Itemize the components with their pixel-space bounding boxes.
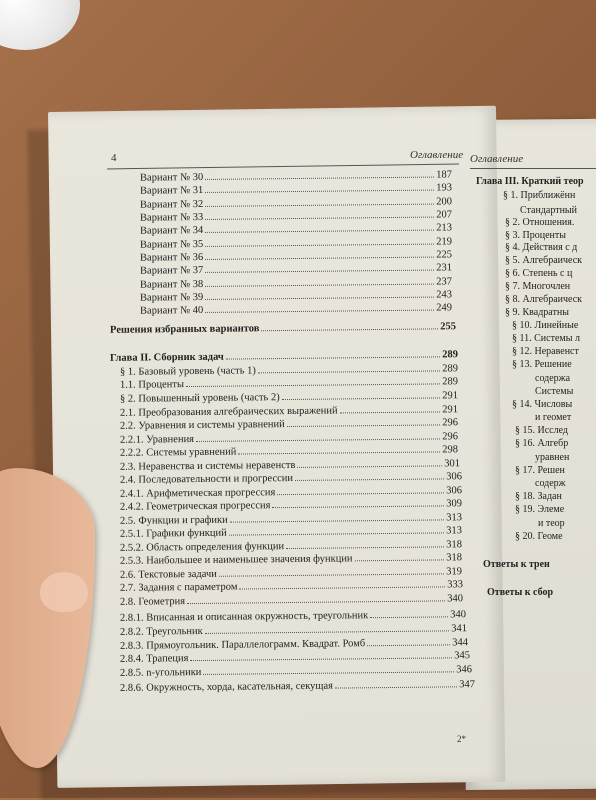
toc-entry-page: 289: [442, 376, 459, 388]
toc-entry-label: 2.5.3. Наибольшее и наименьшее значения функции: [119, 553, 353, 567]
toc-entry-label: 2.4.1. Арифметическая прогрессия: [119, 487, 276, 500]
toc-entry-page: 306: [446, 485, 463, 497]
toc-leader-dots: [205, 196, 434, 207]
toc-leader-dots: [205, 222, 434, 233]
toc-leader-dots: [205, 169, 434, 180]
toc-leader-dots: [277, 484, 444, 495]
right-toc-line: § 16. Алгебр: [515, 438, 569, 449]
toc-entry-page: 200: [436, 196, 453, 208]
toc-entry-page: 296: [442, 431, 459, 443]
toc-leader-dots: [370, 608, 448, 618]
right-toc-line: Глава III. Краткий теор: [476, 176, 584, 187]
toc-leader-dots: [340, 403, 440, 413]
toc-entry-label: 2.8.4. Трапеция: [119, 653, 189, 665]
toc-entry-page: 301: [444, 458, 461, 470]
toc-leader-dots: [367, 636, 450, 646]
right-toc-line: § 1. Приближённ: [503, 190, 576, 201]
toc-entry-label: Вариант № 33: [139, 211, 204, 224]
toc-entry-label: 2.6. Текстовые задачи: [119, 568, 217, 581]
toc-entry-label: 2.2.2. Системы уравнений: [119, 446, 237, 459]
toc-leader-dots: [186, 375, 440, 387]
toc-leader-dots: [205, 622, 449, 634]
right-toc-line: § 3. Проценты: [505, 230, 566, 241]
toc-entry-label: 2.8.1. Вписанная и описанная окружность, треугольник: [119, 610, 369, 624]
toc-entry-page: 347: [459, 679, 476, 691]
toc-leader-dots: [335, 678, 457, 688]
right-toc-line: § 20. Геоме: [515, 531, 563, 542]
toc-entry-page: 318: [446, 539, 463, 551]
right-header-rule: [470, 168, 596, 169]
toc-entry-label: Вариант № 38: [139, 278, 204, 291]
toc-entry-page: 291: [442, 390, 459, 402]
toc-entry-label: Вариант № 36: [139, 251, 204, 264]
right-toc-line: § 13. Решение: [512, 359, 572, 370]
toc-entry-page: 333: [447, 579, 464, 591]
right-toc-line: § 4. Действия с д: [505, 242, 578, 253]
toc-leader-dots: [282, 389, 440, 400]
toc-entry-label: 2.8.6. Окружность, хорда, касательная, секущая: [119, 680, 334, 694]
page-number: 4: [111, 152, 117, 164]
toc-entry-page: 237: [436, 276, 453, 288]
toc-entry-label: Вариант № 39: [139, 291, 204, 304]
toc-entry-label: 2.5. Функции и графики: [119, 514, 228, 527]
toc-entry-page: 291: [442, 404, 459, 416]
right-toc-line: Ответы к трен: [483, 559, 550, 570]
toc-entry-label: Вариант № 31: [139, 184, 204, 197]
right-toc-line: § 6. Степень с ц: [505, 268, 573, 279]
toc-entry-label: 2.8.2. Треугольник: [119, 625, 203, 638]
toc-entry-label: 2.3. Неравенства и системы неравенств: [119, 459, 296, 473]
toc-entry-page: 213: [436, 222, 453, 234]
toc-entry-page: 219: [436, 236, 453, 248]
toc-leader-dots: [205, 289, 434, 300]
right-toc-line: § 8. Алгебраическ: [505, 294, 583, 305]
coffee-cup: [0, 0, 80, 50]
toc-entry-page: 309: [446, 498, 463, 510]
right-toc-line: Стандартный: [520, 205, 578, 216]
toc-entry-label: 2.2. Уравнения и системы уравнений: [119, 419, 285, 432]
toc-entry-page: 289: [442, 363, 459, 375]
toc-entry-page: 344: [452, 637, 469, 649]
toc-leader-dots: [295, 470, 444, 481]
toc-entry-page: 225: [436, 249, 453, 261]
right-toc-line: § 15. Исслед: [515, 425, 568, 436]
toc-entry-label: 2.2.1. Уравнения: [119, 433, 195, 446]
toc-entry-label: 2.1. Преобразования алгебраических выражений: [119, 405, 338, 419]
toc-leader-dots: [205, 249, 434, 260]
toc-leader-dots: [287, 416, 440, 427]
toc-leader-dots: [205, 262, 434, 273]
toc-entry-page: 289: [442, 349, 459, 361]
toc-entry-page: 341: [451, 623, 468, 635]
toc-entry-page: 313: [446, 525, 463, 537]
toc-leader-dots: [258, 362, 440, 373]
toc-entry-page: 207: [436, 209, 453, 221]
right-toc-line: § 2. Отношения.: [505, 217, 575, 228]
toc-entry-page: 249: [436, 302, 453, 314]
right-toc-line: § 12. Неравенст: [512, 346, 579, 357]
right-toc-line: § 17. Решен: [515, 465, 565, 476]
toc-entry-label: Решения избранных вариантов: [109, 323, 260, 336]
toc-entry-label: Вариант № 37: [139, 264, 204, 277]
toc-leader-dots: [226, 348, 440, 359]
toc-leader-dots: [286, 538, 444, 549]
toc-entry-page: 340: [450, 609, 467, 621]
toc-entry-label: 2.4.2. Геометрическая прогрессия: [119, 500, 271, 513]
toc-entry-label: 2.4. Последовательности и прогрессии: [119, 472, 294, 486]
toc-entry-page: 319: [446, 566, 463, 578]
signature-mark: 2*: [457, 734, 466, 744]
running-head-left: Оглавление: [410, 149, 464, 161]
toc-leader-dots: [187, 592, 445, 604]
toc-entry-label: 2.5.1. Графики функций: [119, 527, 227, 540]
toc-leader-dots: [205, 302, 434, 313]
toc-entry-page: 340: [447, 593, 464, 605]
toc-leader-dots: [261, 320, 438, 331]
toc-entry-page: 306: [446, 471, 463, 483]
right-toc-line: § 18. Задан: [515, 491, 562, 502]
toc-leader-dots: [354, 551, 444, 561]
right-toc-line: § 11. Системы л: [512, 333, 580, 344]
toc-entry-label: 2.8. Геометрия: [119, 596, 186, 608]
toc-entry-page: 193: [436, 182, 453, 194]
toc-leader-dots: [238, 443, 440, 454]
toc-leader-dots: [219, 565, 444, 576]
thumbnail: [40, 572, 88, 612]
toc-entry-label: 1.1. Проценты: [119, 379, 185, 391]
right-toc-line: содерж: [535, 478, 566, 489]
toc-entry-label: 2.7. Задания с параметром: [119, 581, 238, 594]
toc-entry-label: Вариант № 32: [139, 198, 204, 211]
right-toc-line: и геомет: [535, 412, 572, 423]
toc-leader-dots: [190, 649, 452, 661]
toc-leader-dots: [205, 209, 434, 220]
toc-leader-dots: [229, 524, 444, 535]
toc-entry-page: 243: [436, 289, 453, 301]
right-toc-line: § 5. Алгебраическ: [505, 255, 583, 266]
toc-entry-label: 2.8.5. n-угольники: [119, 666, 202, 679]
toc-entry-label: 2.5.2. Область определения функции: [119, 541, 285, 554]
toc-entry-page: 346: [456, 664, 473, 676]
right-toc-line: § 10. Линейные: [512, 320, 579, 331]
right-toc-line: § 9. Квадратны: [505, 307, 569, 318]
toc-entry-label: § 2. Повышенный уровень (часть 2): [119, 392, 280, 405]
toc-entry-label: § 1. Базовый уровень (часть 1): [119, 365, 256, 378]
toc-entry-page: 298: [442, 444, 459, 456]
toc-entry-page: 255: [440, 321, 457, 333]
right-toc-line: содержа: [535, 373, 571, 384]
toc-leader-dots: [203, 663, 454, 675]
toc-leader-dots: [297, 457, 442, 468]
toc-entry-page: 231: [436, 262, 453, 274]
running-head-right: Оглавление: [470, 153, 524, 165]
toc-entry-page: 313: [446, 512, 463, 524]
toc-leader-dots: [239, 578, 445, 589]
toc-entry-label: 2.8.3. Прямоугольник. Параллелограмм. Квадрат. Ромб: [119, 638, 366, 652]
right-toc-line: § 7. Многочлен: [505, 281, 571, 292]
right-toc-line: § 19. Элеме: [515, 504, 565, 515]
toc-entry-label: Вариант № 40: [139, 304, 204, 317]
right-toc-line: Ответы к сбор: [487, 587, 554, 598]
toc-leader-dots: [230, 511, 444, 522]
right-toc-line: § 14. Числовы: [512, 399, 573, 410]
toc-leader-dots: [205, 182, 434, 193]
toc-entry-label: Глава II. Сборник задач: [109, 351, 224, 364]
toc-entry-page: 318: [446, 552, 463, 564]
right-toc-line: уравнен: [535, 452, 570, 463]
toc-entry-page: 345: [454, 650, 471, 662]
toc-entry-page: 296: [442, 417, 459, 429]
right-toc-line: и теор: [538, 518, 565, 529]
toc-leader-dots: [205, 236, 434, 247]
toc-entry-page: 187: [436, 169, 453, 181]
toc-leader-dots: [205, 276, 434, 287]
toc-entry-label: Вариант № 34: [139, 224, 204, 237]
toc-entry-label: Вариант № 35: [139, 238, 204, 251]
right-toc-line: Системы: [535, 386, 574, 397]
toc-entry-label: Вариант № 30: [139, 171, 204, 184]
toc-leader-dots: [272, 497, 444, 508]
toc-leader-dots: [196, 430, 440, 442]
